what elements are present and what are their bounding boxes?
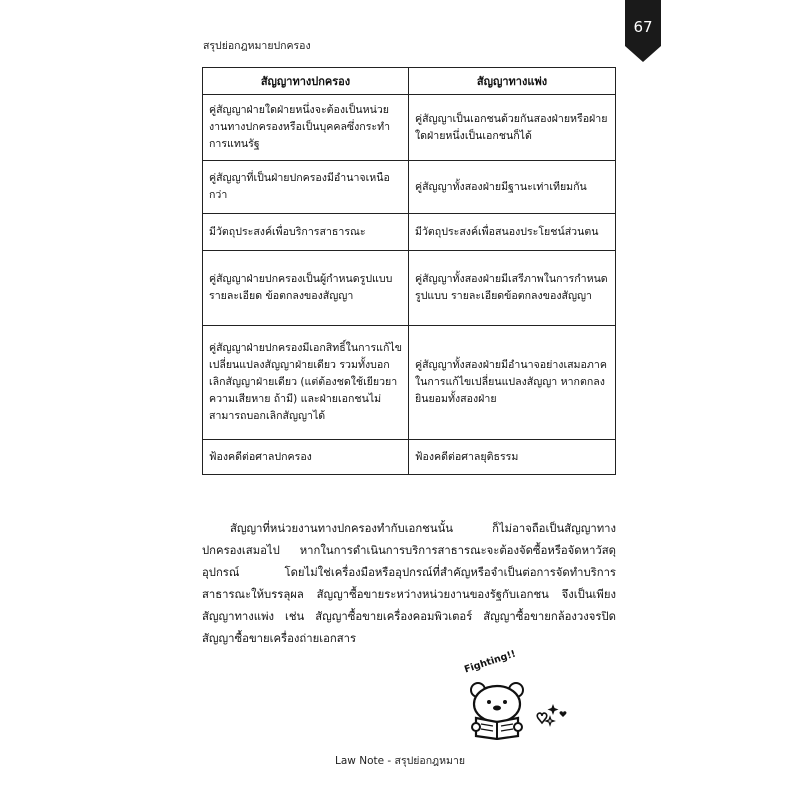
table-row — [203, 95, 616, 161]
civil-cell: คู่สัญญาทั้งสองฝ่ายมีอำนาจอย่างเสมอภาคในการแก้ไขเปลี่ยนแปลงสัญญา หากตกลงยินยอมทั้งสองฝ่าย — [409, 326, 616, 440]
table-row — [203, 440, 616, 475]
table-header-row — [203, 68, 616, 95]
comparison-table — [202, 67, 616, 475]
civil-cell: ฟ้องคดีต่อศาลยุติธรรม — [409, 440, 616, 475]
admin-cell: มีวัตถุประสงค์เพื่อบริการสาธารณะ — [203, 214, 409, 251]
fighting-caption: Fighting!! — [463, 648, 518, 676]
running-header: สรุปย่อกฎหมายปกครอง — [203, 40, 311, 52]
page-footer: Law Note - สรุปย่อกฎหมาย — [335, 755, 465, 767]
body-paragraph — [202, 518, 616, 650]
body-paragraph-text: สัญญาที่หน่วยงานทางปกครองทำกับเอกชนนั้น ก็ไม่อาจถือเป็นสัญญาทางปกครองเสมอไป หากในการดำเนินการบริการสาธารณะจะต้องจัดซื้อหรือจัดหาวัสดุอุปกรณ์ โดยไม่ใช่เครื่องมือหรืออุปกรณ์ที่สำคัญหรือจำเป็นต่อการจัดทำบริการสาธารณะให้บรรลุผล สัญญาซื้อขายระหว่างหน่วยงานของรัฐกับเอกชน จึงเป็นเพียงสัญญาทางแพ่ง เช่น สัญญาซื้อขายเครื่องคอมพิวเตอร์ สัญญาซื้อขายกล้องวงจรปิด สัญญาซื้อขายเครื่องถ่ายเอกสาร — [202, 522, 616, 645]
table-row — [203, 214, 616, 251]
admin-cell: คู่สัญญาที่เป็นฝ่ายปกครองมีอำนาจเหนือกว่า — [203, 161, 409, 214]
admin-cell: คู่สัญญาฝ่ายใดฝ่ายหนึ่งจะต้องเป็นหน่วยงานทางปกครองหรือเป็นบุคคลซึ่งกระทำการแทนรัฐ — [203, 95, 409, 161]
table-row — [203, 161, 616, 214]
admin-cell: คู่สัญญาฝ่ายปกครองเป็นผู้กำหนดรูปแบบ รายละเอียด ข้อตกลงของสัญญา — [203, 251, 409, 326]
civil-cell: มีวัตถุประสงค์เพื่อสนองประโยชน์ส่วนตน — [409, 214, 616, 251]
civil-cell: คู่สัญญาเป็นเอกชนด้วยกันสองฝ่ายหรือฝ่ายใดฝ่ายหนึ่งเป็นเอกชนก็ได้ — [409, 95, 616, 161]
page-number: 67 — [633, 18, 653, 36]
header-civil-contract: สัญญาทางแพ่ง — [409, 68, 616, 95]
table-row — [203, 326, 616, 440]
table-row — [203, 251, 616, 326]
header-admin-contract: สัญญาทางปกครอง — [203, 68, 409, 95]
admin-cell: ฟ้องคดีต่อศาลปกครอง — [203, 440, 409, 475]
civil-cell: คู่สัญญาทั้งสองฝ่ายมีเสรีภาพในการกำหนดรูปแบบ รายละเอียดข้อตกลงของสัญญา — [409, 251, 616, 326]
civil-cell: คู่สัญญาทั้งสองฝ่ายมีฐานะเท่าเทียมกัน — [409, 161, 616, 214]
admin-cell: คู่สัญญาฝ่ายปกครองมีเอกสิทธิ์ในการแก้ไขเปลี่ยนแปลงสัญญาฝ่ายเดียว รวมทั้งบอกเลิกสัญญาฝ่ายเดียว (แต่ต้องชดใช้เยียวยาความเสียหาย ถ้ามี) และฝ่ายเอกชนไม่สามารถบอกเลิกสัญญาได้ — [203, 326, 409, 440]
